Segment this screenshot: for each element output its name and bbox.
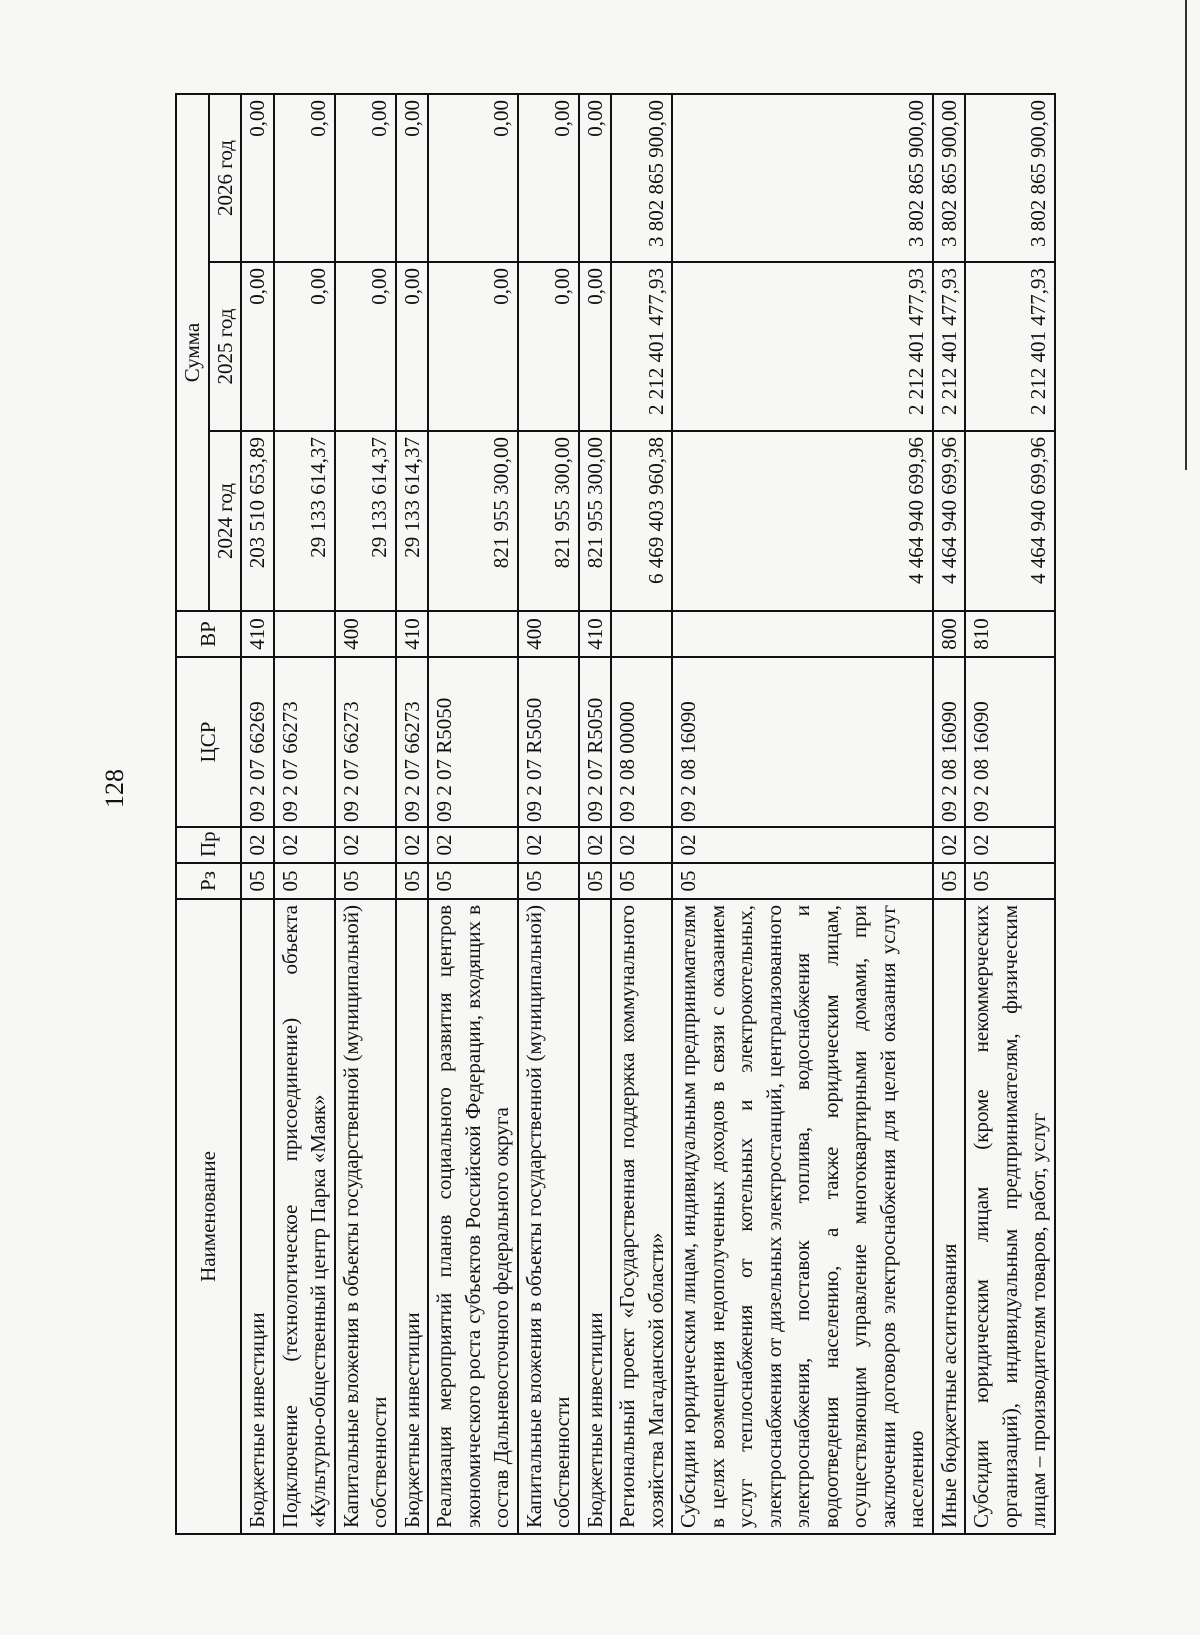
row-pr-cell: 02	[965, 827, 1055, 863]
row-name-cell: Бюджетные инвестиции	[396, 899, 429, 1534]
table-row	[241, 94, 274, 1534]
header-2026: 2026 год	[209, 94, 242, 262]
row-pr-cell: 02	[274, 827, 335, 863]
row-name-cell: Подключение (технологическое присоединение) объекта «Культурно-общественный центр Парка «Маяк»	[274, 899, 335, 1534]
row-2024-cell: 6 469 403 960,38	[611, 431, 672, 611]
table-row	[396, 94, 429, 1534]
row-vr-cell: 810	[965, 611, 1055, 657]
row-rz-cell: 05	[611, 863, 672, 899]
row-vr-cell: 800	[933, 611, 966, 657]
table-row	[611, 94, 672, 1534]
row-csr-cell: 09 2 07 66273	[396, 657, 429, 827]
row-2025-cell: 0,00	[274, 262, 335, 431]
row-2025-cell: 2 212 401 477,93	[965, 262, 1055, 431]
rotated-budget-table-container	[175, 95, 1050, 1535]
row-csr-cell: 09 2 07 R5050	[518, 657, 579, 827]
table-row	[579, 94, 612, 1534]
row-vr-cell	[611, 611, 672, 657]
header-csr: ЦСР	[176, 657, 241, 827]
row-2026-cell: 3 802 865 900,00	[933, 94, 966, 262]
row-2025-cell: 0,00	[518, 262, 579, 431]
header-pr: Пр	[176, 827, 241, 863]
row-2025-cell: 0,00	[335, 262, 396, 431]
row-rz-cell: 05	[241, 863, 274, 899]
row-csr-cell: 09 2 07 66273	[335, 657, 396, 827]
row-2025-cell: 2 212 401 477,93	[933, 262, 966, 431]
row-2026-cell: 0,00	[579, 94, 612, 262]
row-2024-cell: 821 955 300,00	[579, 431, 612, 611]
row-2026-cell: 3 802 865 900,00	[965, 94, 1055, 262]
row-csr-cell: 09 2 07 66269	[241, 657, 274, 827]
row-2026-cell: 0,00	[428, 94, 518, 262]
row-rz-cell: 05	[274, 863, 335, 899]
row-vr-cell	[428, 611, 518, 657]
row-name-cell: Капитальные вложения в объекты государственной (муниципальной) собственности	[518, 899, 579, 1534]
table-row	[965, 94, 1055, 1534]
row-2024-cell: 203 510 653,89	[241, 431, 274, 611]
scan-edge-line	[1185, 0, 1187, 470]
row-2025-cell: 2 212 401 477,93	[611, 262, 672, 431]
row-pr-cell: 02	[933, 827, 966, 863]
row-pr-cell: 02	[672, 827, 933, 863]
row-2024-cell: 821 955 300,00	[518, 431, 579, 611]
row-name-cell: Бюджетные инвестиции	[241, 899, 274, 1534]
row-2024-cell: 4 464 940 699,96	[672, 431, 933, 611]
table-row	[335, 94, 396, 1534]
row-vr-cell: 410	[241, 611, 274, 657]
row-rz-cell: 05	[518, 863, 579, 899]
row-csr-cell: 09 2 07 R5050	[579, 657, 612, 827]
header-vr: ВР	[176, 611, 241, 657]
row-name-cell: Капитальные вложения в объекты государственной (муниципальной) собственности	[335, 899, 396, 1534]
row-vr-cell	[672, 611, 933, 657]
row-rz-cell: 05	[672, 863, 933, 899]
row-name-cell: Бюджетные инвестиции	[579, 899, 612, 1534]
row-pr-cell: 02	[579, 827, 612, 863]
row-vr-cell: 410	[396, 611, 429, 657]
table-row	[518, 94, 579, 1534]
row-2024-cell: 4 464 940 699,96	[933, 431, 966, 611]
row-2024-cell: 4 464 940 699,96	[965, 431, 1055, 611]
row-csr-cell: 09 2 07 66273	[274, 657, 335, 827]
header-row-1	[176, 94, 209, 1534]
page-number: 128	[100, 769, 129, 808]
row-csr-cell: 09 2 08 16090	[672, 657, 933, 827]
row-rz-cell: 05	[579, 863, 612, 899]
row-2025-cell: 0,00	[241, 262, 274, 431]
row-name-cell: Реализация мероприятий планов социального развития центров экономического роста субъектов Российской Федерации, входящих в состав Дальневосточного федерального округа	[428, 899, 518, 1534]
row-name-cell: Региональный проект «Государственная поддержка коммунального хозяйства Магаданской области»	[611, 899, 672, 1534]
header-rz: Рз	[176, 863, 241, 899]
row-rz-cell: 05	[428, 863, 518, 899]
budget-table	[175, 93, 1056, 1535]
table-row	[672, 94, 933, 1534]
row-name-cell: Субсидии юридическим лицам, индивидуальным предпринимателям в целях возмещения недополученных доходов в связи с оказанием услуг теплоснабжения от котельных и электрокотельных, электроснабжения от дизельных электростанций, централизованного электроснабжения, поставок топлива, водоснабжения и водоотведения населению, а также юридическим лицам, осуществляющим управление многоквартирными домами, при заключении договоров электроснабжения для целей оказания услуг населению	[672, 899, 933, 1534]
header-sum: Сумма	[176, 94, 209, 611]
row-pr-cell: 02	[396, 827, 429, 863]
row-name-cell: Иные бюджетные ассигнования	[933, 899, 966, 1534]
row-csr-cell: 09 2 08 00000	[611, 657, 672, 827]
row-2026-cell: 0,00	[335, 94, 396, 262]
header-name: Наименование	[176, 899, 241, 1534]
row-vr-cell: 400	[335, 611, 396, 657]
row-vr-cell	[274, 611, 335, 657]
row-csr-cell: 09 2 08 16090	[965, 657, 1055, 827]
row-2025-cell: 0,00	[428, 262, 518, 431]
row-2025-cell: 2 212 401 477,93	[672, 262, 933, 431]
row-2024-cell: 29 133 614,37	[335, 431, 396, 611]
row-2026-cell: 0,00	[274, 94, 335, 262]
table-row	[933, 94, 966, 1534]
row-pr-cell: 02	[428, 827, 518, 863]
row-2025-cell: 0,00	[396, 262, 429, 431]
row-pr-cell: 02	[335, 827, 396, 863]
row-2026-cell: 3 802 865 900,00	[611, 94, 672, 262]
row-name-cell: Субсидии юридическим лицам (кроме некоммерческих организаций), индивидуальным предпринимателям, физическим лицам – производителям товаров, работ, услуг	[965, 899, 1055, 1534]
row-rz-cell: 05	[396, 863, 429, 899]
row-csr-cell: 09 2 07 R5050	[428, 657, 518, 827]
header-2024: 2024 год	[209, 431, 242, 611]
row-rz-cell: 05	[335, 863, 396, 899]
row-pr-cell: 02	[518, 827, 579, 863]
header-2025: 2025 год	[209, 262, 242, 431]
row-2026-cell: 0,00	[396, 94, 429, 262]
row-pr-cell: 02	[241, 827, 274, 863]
table-row	[428, 94, 518, 1534]
row-csr-cell: 09 2 08 16090	[933, 657, 966, 827]
row-2025-cell: 0,00	[579, 262, 612, 431]
row-2024-cell: 29 133 614,37	[274, 431, 335, 611]
row-rz-cell: 05	[933, 863, 966, 899]
row-rz-cell: 05	[965, 863, 1055, 899]
table-row	[274, 94, 335, 1534]
row-pr-cell: 02	[611, 827, 672, 863]
row-2024-cell: 821 955 300,00	[428, 431, 518, 611]
row-2026-cell: 0,00	[241, 94, 274, 262]
row-2026-cell: 3 802 865 900,00	[672, 94, 933, 262]
row-2024-cell: 29 133 614,37	[396, 431, 429, 611]
row-2026-cell: 0,00	[518, 94, 579, 262]
row-vr-cell: 410	[579, 611, 612, 657]
row-vr-cell: 400	[518, 611, 579, 657]
